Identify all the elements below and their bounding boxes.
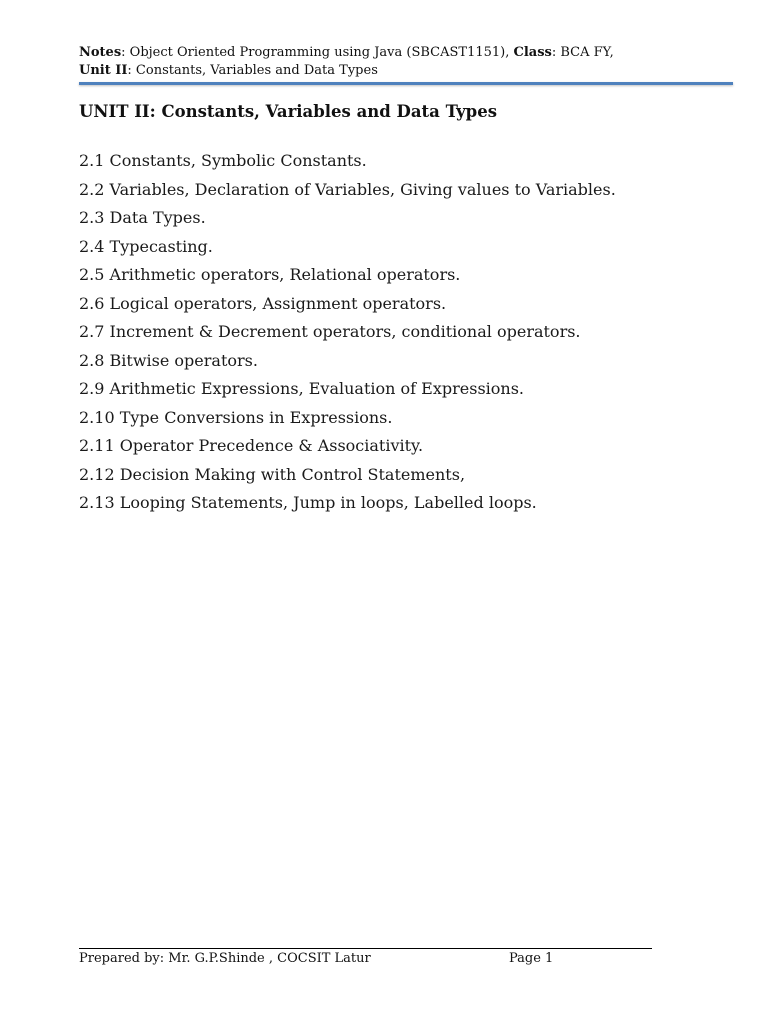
notes-label: Notes: [79, 45, 122, 60]
class-label: Class: [513, 45, 552, 60]
list-item: 2.8 Bitwise operators.: [79, 350, 258, 370]
footer-prepared-by: Prepared by: Mr. G.P.Shinde , COCSIT Latur: [79, 951, 371, 966]
footer-divider: [79, 948, 652, 949]
list-item: 2.13 Looping Statements, Jump in loops, Labelled loops.: [79, 493, 537, 512]
page-header: [79, 44, 739, 80]
list-item: 2.5 Arithmetic operators, Relational operators.: [79, 265, 461, 284]
header-line-1: [79, 44, 739, 62]
header-line-2: [79, 62, 739, 80]
unit-text: : Constants, Variables and Data Types: [127, 63, 378, 78]
list-item: 2.4 Typecasting.: [79, 236, 213, 256]
list-item: 2.12 Decision Making with Control Statements,: [79, 464, 466, 484]
topic-list: [79, 147, 616, 518]
list-item: 2.10 Type Conversions in Expressions.: [79, 407, 393, 427]
header-divider: [79, 82, 733, 85]
list-item: 2.2 Variables, Declaration of Variables, Giving values to Variables.: [79, 179, 616, 199]
list-item: 2.6 Logical operators, Assignment operators.: [79, 293, 447, 313]
list-item: 2.11 Operator Precedence & Associativity.: [79, 436, 424, 455]
list-item: 2.9 Arithmetic Expressions, Evaluation of Expressions.: [79, 379, 525, 398]
class-text: : BCA FY,: [551, 45, 614, 60]
list-item: 2.1 Constants, Symbolic Constants.: [79, 151, 367, 170]
page-title: UNIT II: Constants, Variables and Data Types: [79, 102, 497, 121]
notes-text: : Object Oriented Programming using Java (SBCAST1151),: [121, 45, 514, 60]
footer-page-number: Page 1: [509, 951, 554, 966]
list-item: 2.3 Data Types.: [79, 208, 206, 227]
unit-label: Unit II: [79, 63, 128, 78]
list-item: 2.7 Increment & Decrement operators, conditional operators.: [79, 322, 581, 341]
